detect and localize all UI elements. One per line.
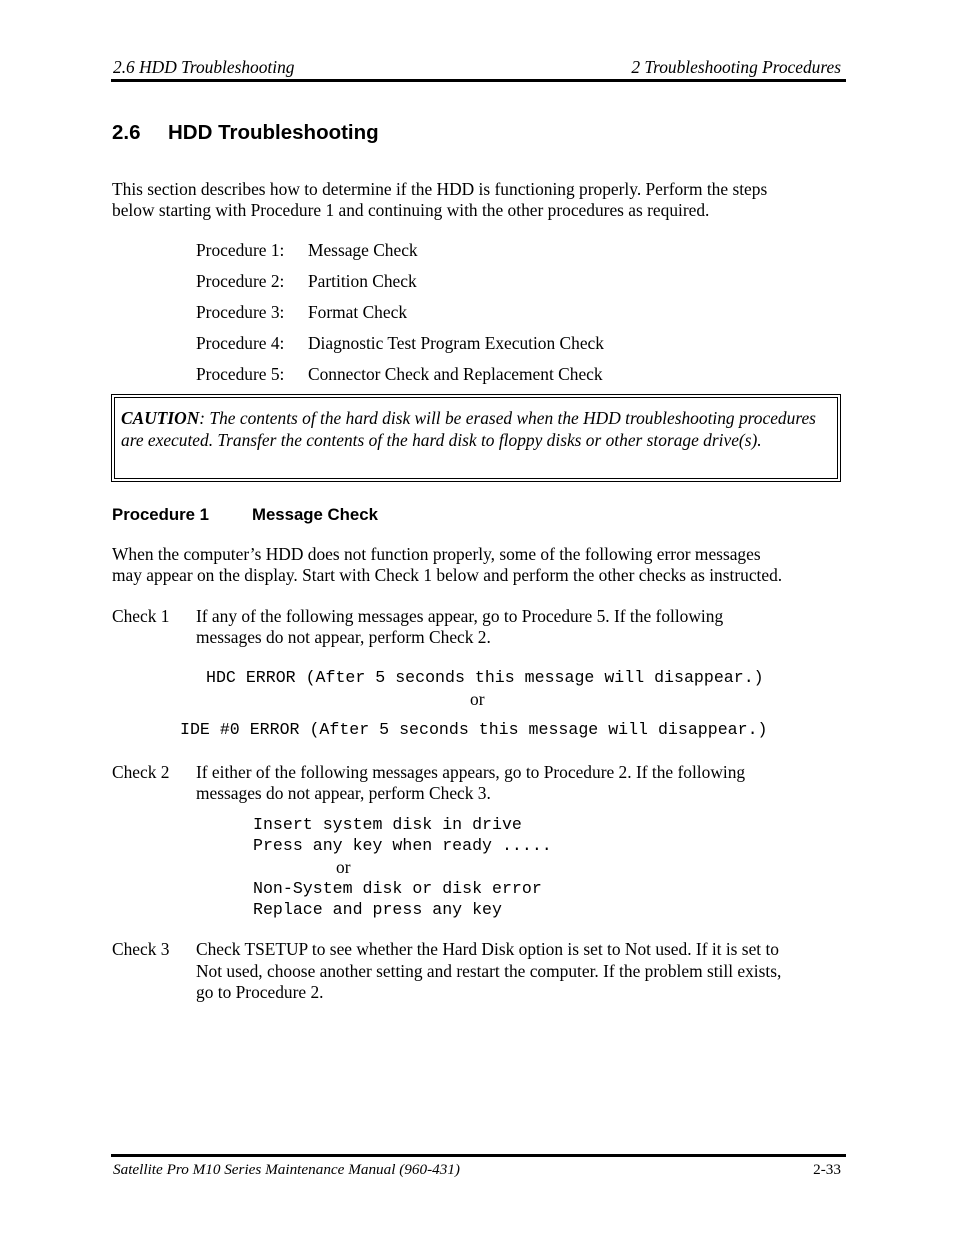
message-insert-disk: Insert system disk in drive [253, 815, 522, 834]
check-1-label: Check 1 [112, 606, 170, 626]
section-heading [112, 121, 379, 145]
procedure-list-name-3: Format Check [308, 302, 408, 322]
message-hdc-error: HDC ERROR (After 5 seconds this message will disappear.) [206, 668, 764, 687]
header-rule [111, 79, 846, 82]
procedure-list-label-3: Procedure 3: [196, 302, 285, 322]
procedure-list-label-2: Procedure 2: [196, 271, 285, 291]
procedure-1-intro-line-1: When the computer’s HDD does not function properly, some of the following error messages [112, 544, 761, 564]
check-1-line-2: messages do not appear, perform Check 2. [196, 627, 491, 647]
procedure-list-name-5: Connector Check and Replacement Check [308, 364, 603, 384]
procedure-1-label: Procedure 1 [112, 505, 210, 524]
section-title: HDD Troubleshooting [168, 121, 379, 144]
check-1-line-1: If any of the following messages appear, go to Procedure 5. If the following [196, 606, 724, 626]
message-ide-error: IDE #0 ERROR (After 5 seconds this message will disappear.) [180, 720, 768, 739]
footer-rule [111, 1154, 846, 1157]
check-3-line-3: go to Procedure 2. [196, 982, 324, 1002]
message-or-1: or [470, 689, 485, 709]
caution-label: CAUTION [121, 408, 200, 428]
message-or-2: or [336, 857, 351, 877]
section-number: 2.6 [112, 121, 141, 144]
procedure-list-label-5: Procedure 5: [196, 364, 285, 384]
intro-line-1: This section describes how to determine if the HDD is functioning properly. Perform the steps [112, 179, 768, 199]
check-2-label: Check 2 [112, 762, 170, 782]
running-header-right: 2 Troubleshooting Procedures [631, 57, 841, 77]
procedure-1-intro-line-2: may appear on the display. Start with Check 1 below and perform the other checks as instructed. [112, 565, 783, 585]
caution-text: : The contents of the hard disk will be erased when the HDD troubleshooting procedures are executed. Transfer the contents of the hard disk to floppy disks or other storage drive(s). [121, 408, 816, 450]
check-2-line-2: messages do not appear, perform Check 3. [196, 783, 491, 803]
footer-manual-title: Satellite Pro M10 Series Maintenance Manual (960-431) [113, 1161, 460, 1178]
procedure-list-name-2: Partition Check [308, 271, 417, 291]
check-3-label: Check 3 [112, 939, 170, 959]
procedure-list-name-1: Message Check [308, 240, 418, 260]
check-3-line-2: Not used, choose another setting and restart the computer. If the problem still exists, [196, 961, 782, 981]
procedure-list-name-4: Diagnostic Test Program Execution Check [308, 333, 604, 353]
procedure-list-label-4: Procedure 4: [196, 333, 285, 353]
running-header-left: 2.6 HDD Troubleshooting [113, 57, 295, 77]
message-non-system-disk: Non-System disk or disk error [253, 879, 542, 898]
message-press-key: Press any key when ready ..... [253, 836, 552, 855]
intro-line-2: below starting with Procedure 1 and continuing with the other procedures as required. [112, 200, 710, 220]
caution-note [121, 407, 821, 451]
check-2-line-1: If either of the following messages appears, go to Procedure 2. If the following [196, 762, 746, 782]
message-replace-key: Replace and press any key [253, 900, 502, 919]
procedure-list-label-1: Procedure 1: [196, 240, 285, 260]
footer-page-number: 2-33 [813, 1161, 841, 1178]
procedure-1-title: Message Check [252, 505, 378, 524]
check-3-line-1: Check TSETUP to see whether the Hard Disk option is set to Not used. If it is set to [196, 939, 779, 959]
